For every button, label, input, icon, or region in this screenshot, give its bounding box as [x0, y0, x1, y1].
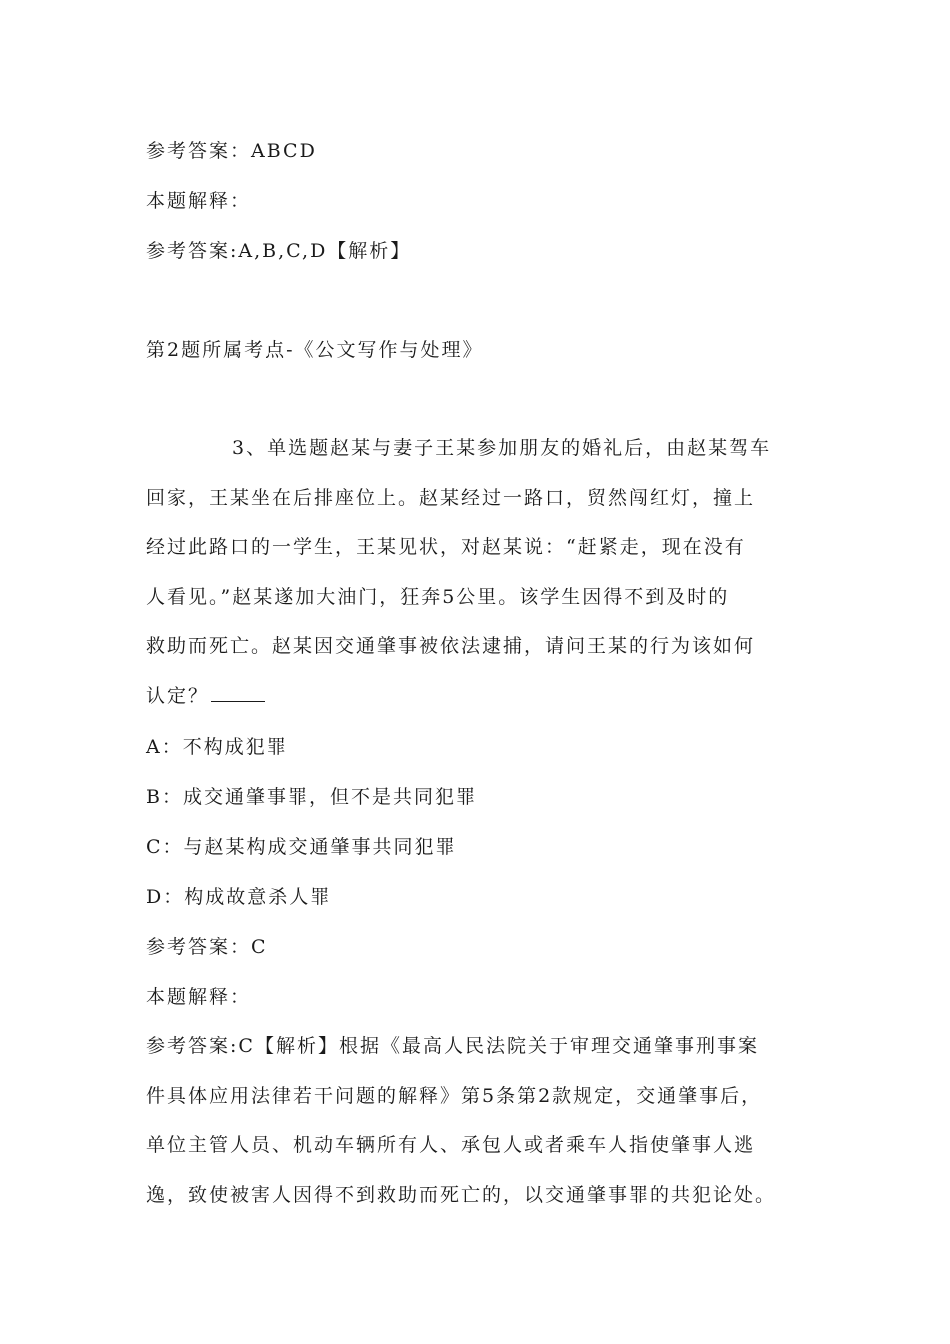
- option-b: B：成交通肇事罪，但不是共同犯罪: [146, 786, 477, 808]
- explanation-line: 参考答案:C【解析】根据《最高人民法院关于审理交通肇事刑事案: [146, 1035, 759, 1057]
- option-a: A：不构成犯罪: [146, 736, 288, 758]
- question-stem-line: 人看见。”赵某遂加大油门，狂奔5公里。该学生因得不到及时的: [146, 585, 730, 608]
- question-explanation: [146, 1022, 816, 1220]
- question-stem-last-line: [146, 672, 816, 722]
- question-stem-line: 3、单选题赵某与妻子王某参加朋友的婚礼后，由赵某驾车: [232, 437, 772, 459]
- question-stem: [146, 424, 816, 721]
- explanation-line: 单位主管人员、机动车辆所有人、承包人或者乘车人指使肇事人逃: [146, 1134, 756, 1156]
- answer-blank: [211, 685, 265, 702]
- option-c: C：与赵某构成交通肇事共同犯罪: [146, 836, 457, 858]
- prev-explanation-label: 本题解释：: [146, 190, 252, 212]
- question-explanation-label: 本题解释：: [146, 986, 252, 1008]
- question-stem-line: 经过此路口的一学生，王某见状，对赵某说：“赶紧走，现在没有: [146, 536, 746, 558]
- option-d: D：构成故意杀人罪: [146, 886, 332, 908]
- question-stem-line: 救助而死亡。赵某因交通肇事被依法逮捕，请问王某的行为该如何: [146, 635, 756, 657]
- prev-explanation: 参考答案:A,B,C,D【解析】: [146, 240, 412, 262]
- explanation-line: 件具体应用法律若干问题的解释》第5条第2款规定，交通肇事后，: [146, 1084, 763, 1107]
- topic-note: 第2题所属考点-《公文写作与处理》: [146, 339, 484, 361]
- explanation-line: 逸，致使被害人因得不到救助而死亡的，以交通肇事罪的共犯论处。: [146, 1183, 777, 1206]
- question-answer: 参考答案：C: [146, 936, 268, 958]
- question-stem-line: 回家，王某坐在后排座位上。赵某经过一路口，贸然闯红灯，撞上: [146, 486, 756, 509]
- prev-answer: 参考答案：ABCD: [146, 140, 317, 162]
- question-stem-line: 认定？: [146, 684, 210, 707]
